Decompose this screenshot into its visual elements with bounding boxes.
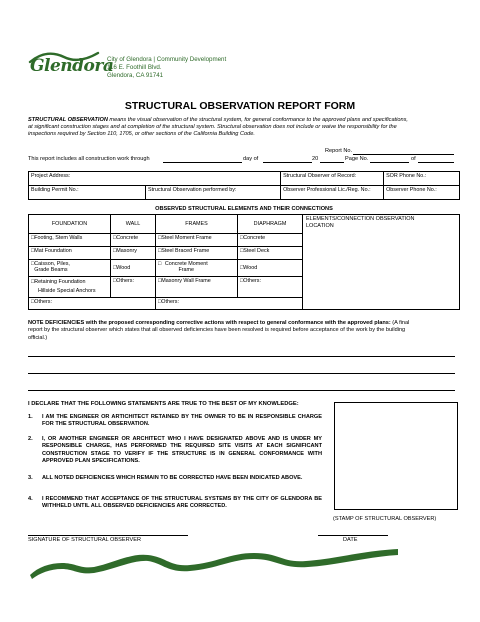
checkbox-steel-deck[interactable] <box>238 247 303 260</box>
checkbox-masonry-wall-frame[interactable] <box>156 277 238 298</box>
page-total-field[interactable] <box>418 162 454 163</box>
observer-lic-cell[interactable] <box>281 186 384 200</box>
option-label: Masonry Wall Frame <box>161 278 211 284</box>
checkbox-foundation-others[interactable] <box>29 298 156 310</box>
option-label: Concrete <box>116 235 139 241</box>
intro-term: STRUCTURAL OBSERVATION <box>28 117 108 123</box>
option-label: Others: <box>34 299 52 305</box>
deficiency-line-3[interactable] <box>28 390 455 391</box>
sor-phone-label: SOR Phone No.: <box>386 173 427 179</box>
option-label: Masonry <box>116 248 137 254</box>
elements-table-heading: OBSERVED STRUCTURAL ELEMENTS AND THEIR CONNECTIONS <box>155 206 333 212</box>
checkbox-wall-wood[interactable] <box>111 260 156 277</box>
option-label: Concrete <box>243 235 266 241</box>
column-header-diaphragm: DIAPHRAGM <box>238 215 303 234</box>
project-info-table <box>28 171 460 200</box>
deficiencies-note-line-1: (A final <box>390 320 410 326</box>
checkbox-mat-foundation[interactable] <box>29 247 111 260</box>
deficiency-line-2[interactable] <box>28 373 455 374</box>
sor-phone-cell[interactable] <box>384 172 460 186</box>
year-field[interactable] <box>320 162 344 163</box>
year-prefix-label: 20 <box>312 156 319 162</box>
project-address-cell[interactable] <box>29 172 281 186</box>
checkbox-diaphragm-concrete[interactable] <box>238 234 303 247</box>
intro-line-2: at significant construction stages and at completion of the structural system. Structural observation does not include or waive the responsibility for the <box>28 124 397 131</box>
intro-line-3: inspections required by Section 110, 1705, or other sections of the California Building Code. <box>28 131 255 138</box>
checkbox-icon: □ <box>158 261 162 267</box>
checkbox-icon: □ <box>158 278 162 284</box>
observation-location-cell[interactable] <box>303 215 460 310</box>
footer-swoosh-icon <box>20 543 405 583</box>
observer-phone-label: Observer Phone No.: <box>386 187 437 193</box>
checkbox-icon: □ <box>113 278 117 284</box>
option-label: Others: <box>116 278 134 284</box>
checkbox-icon: □ <box>240 278 244 284</box>
work-through-label: This report includes all construction work through <box>28 156 150 162</box>
observer-lic-label: Observer Professional Lic./Reg. No.: <box>283 187 371 193</box>
checkbox-icon: □ <box>158 235 162 241</box>
checkbox-icon: □ <box>158 248 162 254</box>
checkbox-icon: □ <box>240 248 244 254</box>
option-label: Footing, Stem Walls <box>34 235 83 241</box>
intro-paragraph <box>28 117 458 139</box>
option-label: Retaining Foundation <box>34 279 86 285</box>
option-label: Steel Moment Frame <box>161 235 212 241</box>
observer-phone-cell[interactable] <box>384 186 460 200</box>
observer-of-record-cell[interactable] <box>281 172 384 186</box>
declaration-item-2-number: 2. <box>28 436 33 442</box>
column-header-location: ELEMENTS/CONNECTION OBSERVATION LOCATION <box>306 216 415 229</box>
checkbox-icon: □ <box>113 264 117 271</box>
option-label: Steel Braced Frame <box>161 248 210 254</box>
page-of-label: of <box>411 156 416 162</box>
declaration-heading: I DECLARE THAT THE FOLLOWING STATEMENTS ARE TRUE TO THE BEST OF MY KNOWLEDGE: <box>28 401 299 407</box>
column-header-frames: FRAMES <box>156 215 238 234</box>
signature-label: SIGNATURE OF STRUCTURAL OBSERVER <box>28 537 142 543</box>
declaration-item-2: I, OR ANOTHER ENGINEER OR ARCHITECT WHO I HAVE DESIGNATED ABOVE AND IS UNDER MY RESPONSIBLE CHARGE, HAS PERFORMED THE REQUIRED SITE VISITS AT EACH SIGNIFICANT CONSTRUCTION STAGE TO VERIFY IF THE STRUCTURE IS IN GENERAL CONFORMANCE WITH APPROVED PLAN SPECIFICATIONS. <box>42 436 322 464</box>
stamp-label: (STAMP OF STRUCTURAL OBSERVER) <box>333 516 437 522</box>
performed-by-label: Structural Observation performed by: <box>148 187 237 193</box>
deficiency-line-1[interactable] <box>28 356 455 357</box>
option-label: Wood <box>116 264 131 271</box>
page-no-label: Page No. <box>345 156 369 162</box>
checkbox-caisson-piles[interactable] <box>29 260 111 277</box>
checkbox-icon: □ <box>240 264 244 271</box>
project-address-label: Project Address: <box>31 173 71 179</box>
declaration-item-3-number: 3. <box>28 475 33 481</box>
checkbox-wall-masonry[interactable] <box>111 247 156 260</box>
option-label: Others: <box>161 299 179 305</box>
checkbox-icon: □ <box>31 261 35 267</box>
form-title: STRUCTURAL OBSERVATION REPORT FORM <box>124 100 356 112</box>
option-label-hillside: Hillside Special Anchors <box>38 288 96 294</box>
deficiencies-note-line-2: report by the structural observer which states that all observed deficiencies have been resolved is required before acceptance of the work by the building <box>28 327 406 334</box>
checkbox-icon: □ <box>31 299 35 305</box>
checkbox-footing-stem-walls[interactable] <box>29 234 111 247</box>
option-label: Mat Foundation <box>34 248 72 254</box>
date-field[interactable] <box>318 535 388 536</box>
building-permit-label: Building Permit No.: <box>31 187 79 193</box>
page-no-field[interactable] <box>370 162 409 163</box>
checkbox-icon: □ <box>113 235 117 241</box>
checkbox-diaphragm-others[interactable] <box>238 277 303 298</box>
checkbox-concrete-moment-frame[interactable] <box>156 260 238 277</box>
checkbox-wall-concrete[interactable] <box>111 234 156 247</box>
month-field[interactable] <box>263 162 312 163</box>
option-label: Steel Deck <box>243 248 270 254</box>
report-no-field[interactable] <box>353 154 454 155</box>
checkbox-steel-braced-frame[interactable] <box>156 247 238 260</box>
deficiencies-note <box>28 320 460 342</box>
observed-elements-table <box>28 214 460 310</box>
building-permit-cell[interactable] <box>29 186 146 200</box>
checkbox-icon: □ <box>158 299 162 305</box>
date-label: DATE <box>343 537 358 543</box>
checkbox-retaining-foundation[interactable] <box>29 277 111 298</box>
org-address-block <box>107 56 226 81</box>
option-label: Wood <box>243 264 258 271</box>
declaration-item-3: ALL NOTED DEFICIENCIES WHICH REMAIN TO BE CORRECTED HAVE BEEN INDICATED ABOVE. <box>42 475 303 481</box>
performed-by-cell[interactable] <box>146 186 281 200</box>
work-through-date-field[interactable] <box>163 162 242 163</box>
checkbox-steel-moment-frame[interactable] <box>156 234 238 247</box>
checkbox-icon: □ <box>240 235 244 241</box>
option-label: Caisson, Piles, Grade Beams <box>34 261 70 274</box>
declaration-item-4: I RECOMMEND THAT ACCEPTANCE OF THE STRUCTURAL SYSTEMS BY THE CITY OF GLENDORA BE WITHHELD UNTIL ALL OBSERVED DEFICIENCIES ARE CORRECTED. <box>42 496 322 510</box>
declaration-item-4-number: 4. <box>28 496 33 502</box>
checkbox-wall-others[interactable] <box>111 277 156 298</box>
observer-of-record-label: Structural Observer of Record: <box>283 173 357 179</box>
signature-field[interactable] <box>28 535 188 536</box>
deficiencies-note-line-3: official.) <box>28 334 48 341</box>
checkbox-icon: □ <box>113 248 117 254</box>
option-label: Concrete Moment Frame <box>164 261 208 274</box>
address-line-1: 116 E. Foothill Blvd. <box>107 64 162 72</box>
checkbox-diaphragm-wood[interactable] <box>238 260 303 277</box>
column-header-foundation: FOUNDATION <box>29 215 111 234</box>
option-label: Others: <box>243 278 261 284</box>
checkbox-icon: □ <box>31 279 35 285</box>
observer-stamp-box[interactable] <box>334 402 458 510</box>
declaration-item-1-number: 1. <box>28 414 33 420</box>
declaration-item-1: I AM THE ENGINEER OR ARTICHITECT RETAINED BY THE OWNER TO BE IN RESPONSIBLE CHARGE FOR THE STRUCTURAL OBSERVATION. <box>42 414 322 428</box>
deficiencies-note-heading: NOTE DEFICIENCIES with the proposed corresponding corrective actions with respect to general conformance with the approved plans: <box>28 320 391 326</box>
intro-line-1: means the visual observation of the structural system, for general conformance to the approved plans and specifications, <box>107 117 408 123</box>
report-no-label: Report No. <box>325 148 353 154</box>
checkbox-frames-others[interactable] <box>156 298 303 310</box>
org-name: City of Glendora | Community Development <box>107 56 227 63</box>
checkbox-icon: □ <box>31 248 35 254</box>
logo-wordmark: Glendora <box>30 56 114 76</box>
address-line-2: Glendora, CA 91741 <box>107 72 164 80</box>
checkbox-icon: □ <box>31 235 35 241</box>
day-of-label: day of <box>243 156 259 162</box>
column-header-wall: WALL <box>111 215 156 234</box>
